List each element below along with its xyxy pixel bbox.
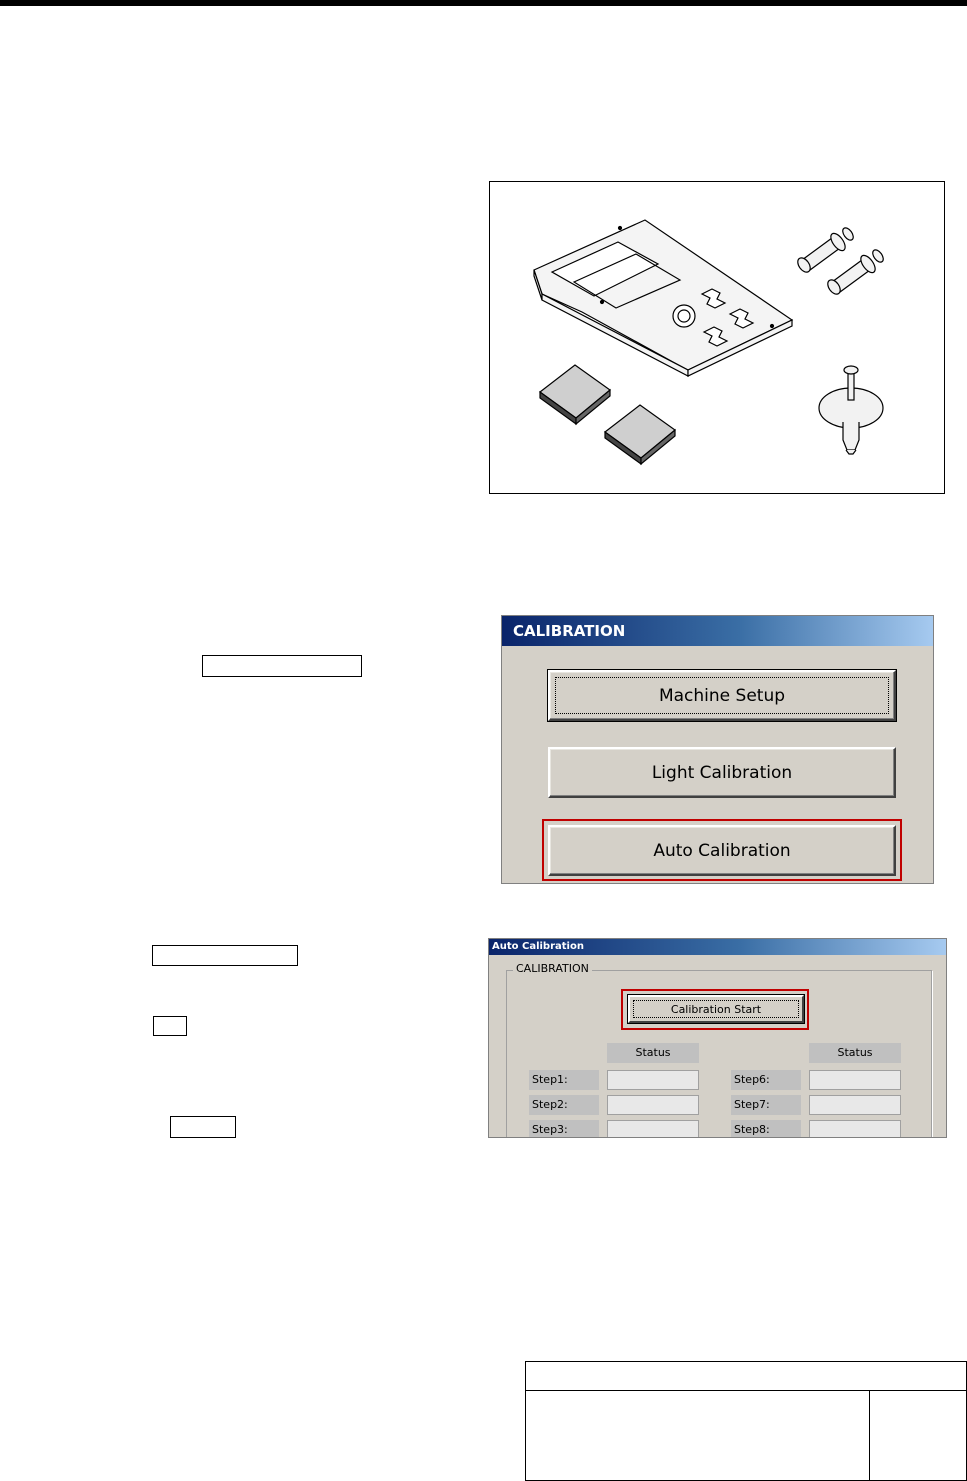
calibration-window [501, 615, 934, 884]
step-status-field [607, 1070, 699, 1090]
calibration-start-button[interactable] [628, 995, 804, 1023]
step-label: Step7: [731, 1095, 801, 1115]
calibration-block-icon [540, 365, 675, 464]
parts-illustration [490, 182, 946, 495]
step-status-field [607, 1120, 699, 1138]
title-block-header [526, 1362, 966, 1391]
step-status-field [809, 1095, 901, 1115]
step-status-field [809, 1070, 901, 1090]
window-title: CALIBRATION [502, 616, 933, 646]
button-label: Light Calibration [651, 762, 793, 783]
step-label: Step3: [529, 1120, 599, 1138]
step-label: Step6: [731, 1070, 801, 1090]
step-status-field [607, 1095, 699, 1115]
step-label: Step2: [529, 1095, 599, 1115]
auto-calibration-window [488, 938, 947, 1138]
light-calibration-button[interactable] [548, 747, 896, 798]
groupbox-label: CALIBRATION [513, 962, 592, 975]
key-label-box [170, 1116, 236, 1138]
button-label: Machine Setup [658, 685, 786, 706]
step-label: Step1: [529, 1070, 599, 1090]
parts-figure [489, 181, 945, 494]
document-title-block [525, 1361, 967, 1481]
focus-rectangle [633, 1000, 799, 1018]
window-title: Auto Calibration [489, 939, 946, 955]
step-status-field [809, 1120, 901, 1138]
focus-rectangle [555, 677, 889, 714]
key-label-box [152, 945, 298, 966]
status-header-right: Status [809, 1043, 901, 1063]
pin-icon [795, 226, 885, 296]
status-header-left: Status [607, 1043, 699, 1063]
key-label-box [202, 655, 362, 677]
key-label-box [153, 1016, 187, 1036]
nozzle-icon [819, 366, 883, 454]
calibration-plate-icon [534, 220, 792, 376]
page-top-rule [0, 0, 967, 6]
machine-setup-button[interactable] [548, 670, 896, 721]
auto-calibration-button[interactable] [548, 825, 896, 876]
button-label: Auto Calibration [653, 840, 791, 861]
step-label: Step8: [731, 1120, 801, 1138]
title-block-divider [869, 1391, 870, 1481]
button-label: Calibration Start [670, 1002, 762, 1016]
